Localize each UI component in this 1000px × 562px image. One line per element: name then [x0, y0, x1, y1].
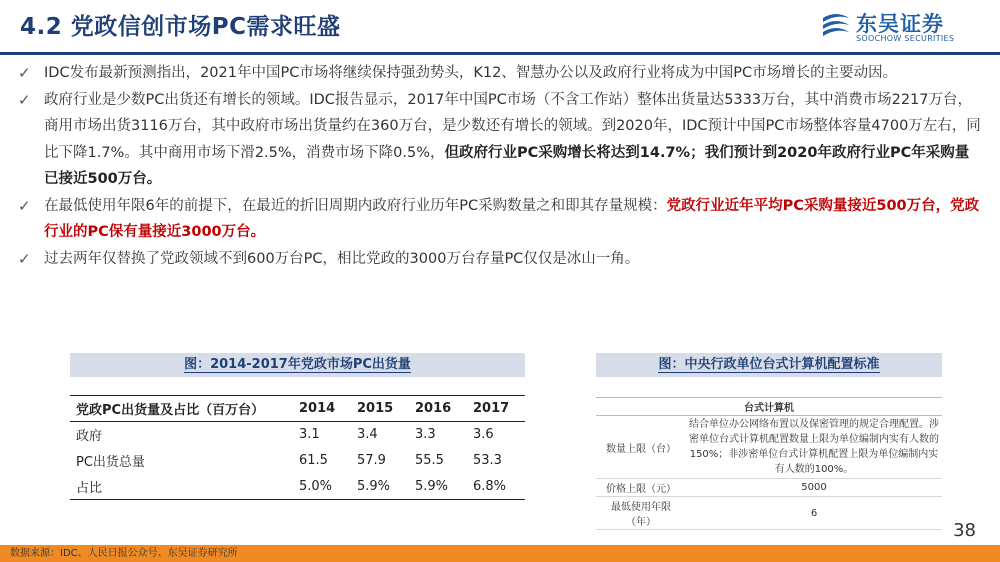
table-cell: 5000	[686, 479, 942, 497]
table-cell: 最低使用年限（年）	[596, 497, 686, 530]
table-cell: 6	[686, 497, 942, 530]
table-cell: 3.1	[299, 427, 320, 443]
table-cell: 53.3	[473, 453, 502, 468]
table-header-cell: 党政PC出货量及占比（百万台）	[70, 396, 293, 422]
table-header-row	[596, 398, 942, 416]
company-logo	[820, 6, 960, 50]
bullet-list	[18, 60, 983, 272]
pc-shipment-table	[70, 395, 525, 500]
checkmark-icon: ✓	[18, 196, 31, 215]
checkmark-icon: ✓	[18, 90, 31, 109]
table2-caption-text: 图：中央行政单位台式计算机配置标准	[658, 357, 880, 372]
page-number: 38	[953, 520, 976, 541]
table-cell: 3.6	[473, 427, 494, 443]
table-header-cell: 2017	[467, 396, 525, 422]
table-cell: 数量上限（台）	[596, 416, 686, 479]
data-source-note: 数据来源：IDC、人民日报公众号、东吴证券研究所	[10, 548, 238, 559]
table1-caption	[70, 353, 525, 377]
logo-english-name: SOOCHOW SECURITIES	[856, 34, 955, 43]
table-cell: 5.0%	[293, 474, 351, 500]
table-header-cell: 2014	[293, 396, 351, 422]
bullet-item	[18, 193, 983, 246]
table-cell: 57.9	[357, 453, 386, 468]
desktop-config-standard-table	[596, 397, 942, 530]
title-divider	[0, 52, 1000, 55]
table-header-cell: 台式计算机	[596, 398, 942, 416]
bullet-emphasis-text: 但政府行业PC采购增长将达到14.7%；我们预计到2020年政府行业PC年采购量已接近500万台。	[44, 144, 970, 187]
checkmark-icon: ✓	[18, 249, 31, 268]
bullet-emphasis-text: 党政行业近年平均PC采购量接近500万台，党政行业的PC保有量接近3000万台。	[44, 197, 980, 240]
table-cell: 3.3	[415, 427, 436, 443]
table-header-cell: 2016	[409, 396, 467, 422]
table-row	[70, 474, 525, 500]
checkmark-icon: ✓	[18, 64, 31, 82]
table-cell: 5.9%	[409, 474, 467, 500]
table-row	[596, 479, 942, 497]
table-row	[596, 416, 942, 479]
table-row	[596, 497, 942, 530]
footer-bar	[0, 545, 1000, 562]
bullet-text: 过去两年仅替换了党政领域不到600万台PC，相比党政的3000万台存量PC仅仅是冰山一角。	[44, 250, 640, 267]
table-cell: 结合单位办公网络布置以及保密管理的规定合理配置。涉密单位台式计算机配置数量上限为单位编制内实有人数的150%；非涉密单位台式计算机配置上限为单位编制内实有人数的100%。	[686, 416, 942, 479]
table-cell: 占比	[70, 474, 293, 500]
bullet-text: IDC发布最新预测指出，2021年中国PC市场将继续保持强劲势头，K12、智慧办公以及政府行业将成为中国PC市场增长的主要动因。	[44, 65, 898, 81]
table-cell: 5.9%	[351, 474, 409, 500]
table-header-row	[70, 396, 525, 422]
table-cell: 政府	[76, 429, 103, 445]
table1-caption-text: 图：2014-2017年党政市场PC出货量	[184, 357, 411, 372]
bullet-item	[18, 60, 983, 87]
table-cell: 6.8%	[467, 474, 525, 500]
logo-chinese-name: 东吴证券	[856, 12, 944, 36]
table-row	[70, 422, 525, 448]
table-row	[70, 448, 525, 474]
table-cell: 55.5	[415, 453, 444, 468]
table-cell: PC出货总量	[76, 455, 145, 470]
soochow-logo-icon	[820, 10, 852, 40]
bullet-text: 在最低使用年限6年的前提下，在最近的折旧周期内政府行业历年PC采购数量之和即其存量规模：	[44, 197, 667, 214]
table-cell: 价格上限（元）	[596, 479, 686, 497]
bullet-item	[18, 246, 983, 273]
table-header-cell: 2015	[351, 396, 409, 422]
table-cell: 3.4	[357, 427, 378, 443]
table2-caption	[596, 353, 942, 377]
bullet-text: 政府行业是少数PC出货还有增长的领域。IDC报告显示，2017年中国PC市场（不含工作站）整体出货量达5333万台，其中消费市场2217万台，商用市场出货3116万台，其中政府市场出货量约在360万台，是少数还有增长的领域。到2020年，IDC预计中国PC市场整体容量4700万左右，同比下降1.7%。其中商用市场下滑2.5%，消费市场下降0.5%，	[44, 91, 981, 161]
page-title: 4.2 党政信创市场PC需求旺盛	[20, 14, 341, 40]
bullet-item	[18, 87, 983, 193]
table-cell: 61.5	[299, 453, 328, 468]
